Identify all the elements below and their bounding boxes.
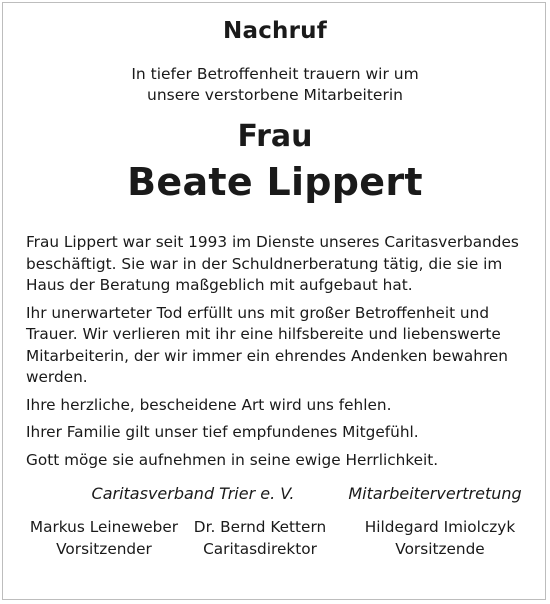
signature-org-caritas: Caritasverband Trier e. V. — [91, 484, 295, 503]
intro-line: unsere verstorbene Mitarbeiterin — [147, 86, 403, 104]
deceased-name: Beate Lippert — [127, 160, 423, 204]
body-line: Frau Lippert war seit 1993 im Dienste unseres Caritasverbandes — [26, 233, 519, 251]
notice-body — [26, 232, 526, 477]
signatory-name: Markus Leineweber — [29, 518, 179, 536]
signatory-3 — [352, 517, 528, 560]
signatory-2 — [184, 517, 336, 560]
intro-text — [0, 64, 550, 106]
salutation: Frau — [237, 119, 313, 154]
body-line: Ihre herzliche, bescheidene Art wird uns fehlen. — [26, 395, 392, 414]
signatory-title: Vorsitzende — [395, 539, 485, 558]
body-line: beschäftigt. Sie war in der Schuldnerberatung tätig, die sie im — [26, 254, 503, 273]
paragraph — [26, 232, 526, 297]
paragraph — [26, 303, 526, 389]
signatory-title: Caritasdirektor — [203, 539, 317, 558]
paragraph — [26, 450, 526, 472]
body-line: Gott möge sie aufnehmen in seine ewige Herrlichkeit. — [26, 450, 439, 469]
signatory-name: Hildegard Imiolczyk — [364, 518, 516, 536]
signatory-name: Dr. Bernd Kettern — [193, 518, 327, 536]
paragraph — [26, 422, 526, 444]
body-line: Trauer. Wir verlieren mit ihr eine hilfsbereite und liebenswerte — [26, 325, 501, 343]
signatory-1 — [18, 517, 190, 560]
intro-line: In tiefer Betroffenheit trauern wir um — [131, 65, 419, 83]
body-line: Haus der Beratung maßgeblich mit aufgebaut hat. — [26, 276, 413, 294]
paragraph — [26, 395, 526, 417]
body-line: Ihrer Familie gilt unser tief empfundenes Mitgefühl. — [26, 423, 419, 441]
body-line: Mitarbeiterin, der wir immer ein ehrendes Andenken bewahren — [26, 346, 509, 365]
body-line: werden. — [26, 368, 88, 386]
signatory-title: Vorsitzender — [56, 539, 152, 558]
notice-heading: Nachruf — [223, 18, 327, 44]
signature-org-mav: Mitarbeitervertretung — [348, 484, 522, 503]
body-line: Ihr unerwarteter Tod erfüllt uns mit großer Betroffenheit und — [26, 303, 490, 322]
